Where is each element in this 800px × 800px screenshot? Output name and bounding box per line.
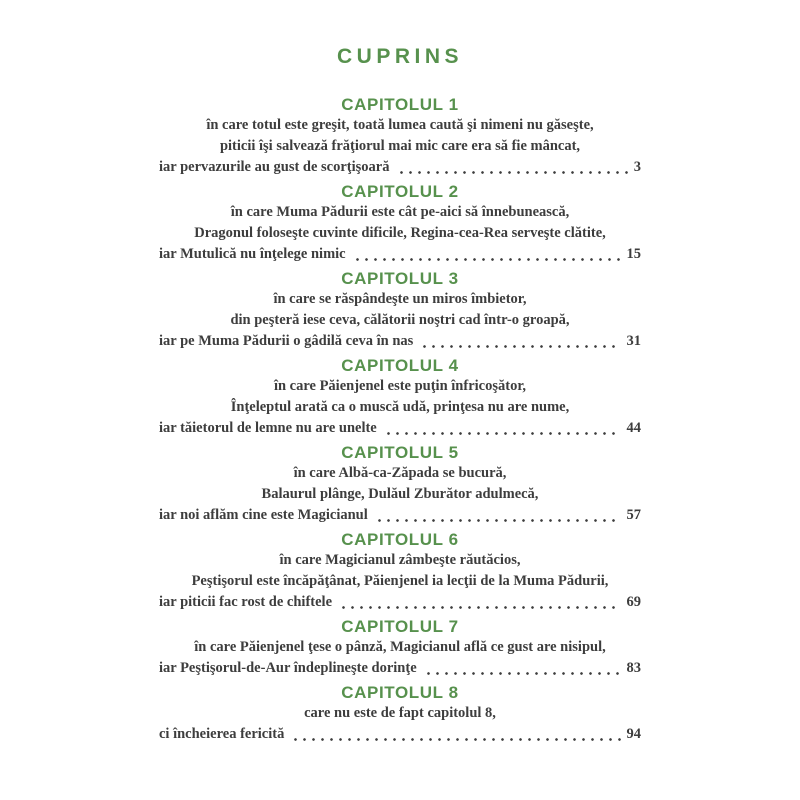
toc-entry-row xyxy=(159,418,641,439)
chapter-heading: CAPITOLUL 4 xyxy=(341,356,459,375)
chapter-description-line: Înţeleptul arată ca o muscă udă, prinţesa nu are nume, xyxy=(230,399,570,415)
chapter-description-line: în care se răspândeşte un miros îmbietor, xyxy=(273,291,527,307)
chapter-section-6 xyxy=(159,529,641,613)
toc-entry-text: iar pervazurile au gust de scorţişoară xyxy=(159,159,390,175)
toc-entry-text: iar Mutulică nu înţelege nimic xyxy=(159,246,346,262)
dot-leader xyxy=(400,171,628,174)
page-number: 94 xyxy=(626,726,641,742)
toc-entry-text: ci încheierea fericită xyxy=(159,726,285,742)
dot-leader xyxy=(294,738,620,741)
chapter-heading: CAPITOLUL 6 xyxy=(341,530,459,549)
page-number: 57 xyxy=(626,507,641,523)
toc-entry-text: iar noi aflăm cine este Magicianul xyxy=(159,507,368,523)
chapter-heading: CAPITOLUL 7 xyxy=(341,617,459,636)
dot-leader xyxy=(356,258,621,261)
dot-leader xyxy=(427,672,621,675)
chapter-heading: CAPITOLUL 1 xyxy=(341,95,459,114)
chapter-heading: CAPITOLUL 5 xyxy=(341,443,459,462)
chapter-description-line: piticii îşi salvează frăţiorul mai mic care era să fie mâncat, xyxy=(219,138,581,154)
dot-leader xyxy=(423,345,620,348)
toc-entry-row xyxy=(159,157,641,178)
page-number: 44 xyxy=(626,420,641,436)
chapter-section-4 xyxy=(159,355,641,439)
toc-entry-row xyxy=(159,331,641,352)
chapter-description-line: Balaurul plânge, Dulăul Zburător adulmecă, xyxy=(261,486,539,502)
table-of-contents-page xyxy=(159,0,641,745)
chapter-description-line: în care Păienjenel este puţin înfricoşător, xyxy=(273,378,527,394)
dot-leader xyxy=(342,606,620,609)
chapter-heading: CAPITOLUL 8 xyxy=(341,683,459,702)
dot-leader xyxy=(387,432,621,435)
page-number: 83 xyxy=(626,660,641,676)
toc-entry-text: iar piticii fac rost de chiftele xyxy=(159,594,333,610)
toc-entry-text: iar Peştişorul-de-Aur îndeplineşte dorinţe xyxy=(159,660,417,676)
chapter-description-line: în care Muma Pădurii este cât pe-aici să înnebunească, xyxy=(230,204,570,220)
chapter-section-7 xyxy=(159,616,641,679)
dot-leader xyxy=(378,519,621,522)
toc-entry-row xyxy=(159,658,641,679)
chapter-heading: CAPITOLUL 2 xyxy=(341,182,459,201)
chapter-section-8 xyxy=(159,682,641,745)
toc-entry-row xyxy=(159,244,641,265)
page-number: 3 xyxy=(633,159,641,175)
chapter-description-line: în care Albă-ca-Zăpada se bucură, xyxy=(293,465,507,481)
toc-entry-row xyxy=(159,505,641,526)
chapter-description-line: care nu este de fapt capitolul 8, xyxy=(304,705,496,721)
page-number: 69 xyxy=(626,594,641,610)
chapter-section-5 xyxy=(159,442,641,526)
toc-entry-text: iar pe Muma Pădurii o gâdilă ceva în nas xyxy=(159,333,414,349)
chapter-section-2 xyxy=(159,181,641,265)
chapter-section-3 xyxy=(159,268,641,352)
page-title: CUPRINS xyxy=(336,45,463,68)
chapter-description-line: din peşteră iese ceva, călătorii noştri cad într-o groapă, xyxy=(230,312,570,328)
page-number: 31 xyxy=(626,333,641,349)
chapter-section-1 xyxy=(159,94,641,178)
toc-entry-text: iar tăietorul de lemne nu are unelte xyxy=(159,420,377,436)
page-number: 15 xyxy=(626,246,641,262)
toc-entry-row xyxy=(159,724,641,745)
toc-entry-row xyxy=(159,592,641,613)
chapter-heading: CAPITOLUL 3 xyxy=(341,269,459,288)
chapter-description-line: Dragonul foloseşte cuvinte dificile, Regina-cea-Rea serveşte clătite, xyxy=(194,225,606,241)
chapter-description-line: în care Magicianul zâmbeşte răutăcios, xyxy=(279,552,521,568)
chapter-description-line: Peştişorul este încăpăţânat, Păienjenel ia lecţii de la Muma Pădurii, xyxy=(191,573,609,589)
chapter-description-line: în care Păienjenel ţese o pânză, Magicianul află ce gust are nisipul, xyxy=(194,639,606,655)
chapter-description-line: în care totul este greşit, toată lumea caută şi nimeni nu găseşte, xyxy=(206,117,594,133)
